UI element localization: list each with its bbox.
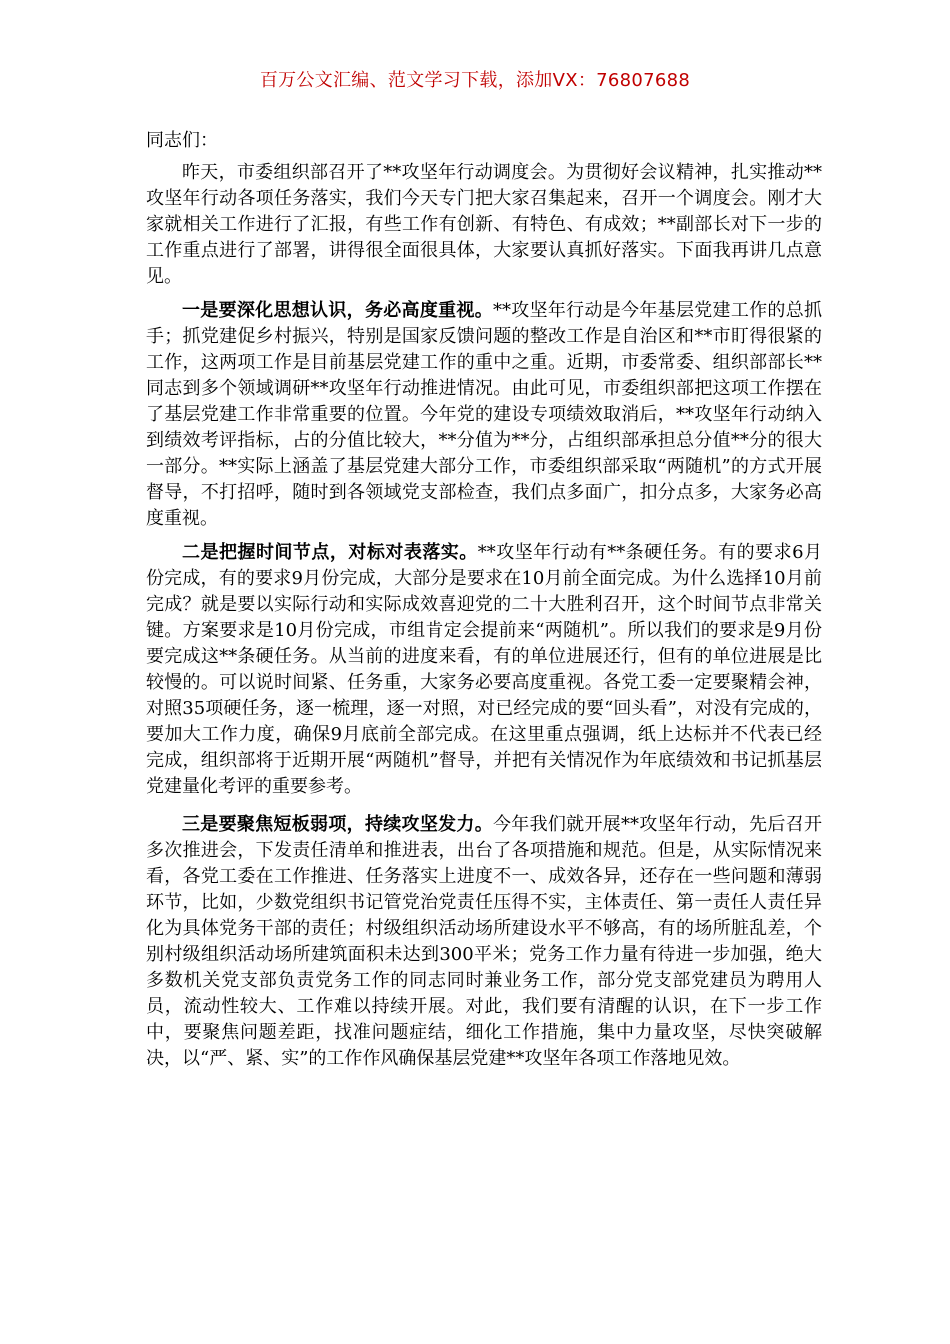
document-body: [146, 128, 822, 1080]
paragraph-lead: 一是要深化思想认识，务必高度重视。: [182, 300, 493, 321]
paragraph-point-three: [146, 812, 822, 1072]
paragraph-point-one: [146, 298, 822, 532]
paragraph-lead: 二是把握时间节点，对标对表落实。: [182, 542, 478, 563]
paragraph-text: 昨天，市委组织部召开了**攻坚年行动调度会。为贯彻好会议精神，扎实推动**攻坚年行动各项任务落实，我们今天专门把大家召集起来，召开一个调度会。刚才大家就相关工作进行了汇报，有些工作有创新、有特色、有成效；**副部长对下一步的工作重点进行了部署，讲得很全面很具体，大家要认真抓好落实。下面我再讲几点意见。: [146, 162, 822, 287]
paragraph-point-two: [146, 540, 822, 800]
salutation: 同志们：: [146, 130, 218, 151]
paragraph-text: 今年我们就开展**攻坚年行动，先后召开多次推进会，下发责任清单和推进表，出台了各项措施和规范。但是，从实际情况来看，各党工委在工作推进、任务落实上进度不一、成效各异，还存在一些问题和薄弱环节，比如，少数党组织书记管党治党责任压得不实，主体责任、第一责任人责任异化为具体党务干部的责任；村级组织活动场所建设水平不够高，有的场所脏乱差，个别村级组织活动场所建筑面积未达到300平米；党务工作力量有待进一步加强，绝大多数机关党支部负责党务工作的同志同时兼业务工作，部分党支部党建员为聘用人员，流动性较大、工作难以持续开展。对此，我们要有清醒的认识，在下一步工作中，要聚焦问题差距，找准问题症结，细化工作措施，集中力量攻坚，尽快突破解决，以“严、紧、实”的工作作风确保基层党建**攻坚年各项工作落地见效。: [146, 814, 822, 1069]
paragraph-opening: [146, 160, 822, 290]
download-banner: 百万公文汇编、范文学习下载，添加VX：76807688: [259, 70, 691, 91]
paragraph-text: **攻坚年行动是今年基层党建工作的总抓手；抓党建促乡村振兴，特别是国家反馈问题的整改工作是自治区和**市盯得很紧的工作，这两项工作是目前基层党建工作的重中之重。近期，市委常委、组织部部长**同志到多个领域调研**攻坚年行动推进情况。由此可见，市委组织部把这项工作摆在了基层党建工作非常重要的位置。今年党的建设专项绩效取消后，**攻坚年行动纳入到绩效考评指标，占的分值比较大，**分值为**分，占组织部承担总分值**分的很大一部分。**实际上涵盖了基层党建大部分工作，市委组织部采取“两随机”的方式开展督导，不打招呼，随时到各领域党支部检查，我们点多面广，扣分点多，大家务必高度重视。: [146, 300, 822, 529]
paragraph-text: **攻坚年行动有**条硬任务。有的要求6月份完成，有的要求9月份完成，大部分是要求在10月前全面完成。为什么选择10月前完成？就是要以实际行动和实际成效喜迎党的二十大胜利召开，这个时间节点非常关键。方案要求是10月份完成，市组肯定会提前来“两随机”。所以我们的要求是9月份要完成这**条硬任务。从当前的进度来看，有的单位进展还行，但有的单位进展是比较慢的。可以说时间紧、任务重，大家务必要高度重视。各党工委一定要聚精会神，对照35项硬任务，逐一梳理，逐一对照，对已经完成的要“回头看”，对没有完成的，要加大工作力度，确保9月底前全部完成。在这里重点强调，纸上达标并不代表已经完成，组织部将于近期开展“两随机”督导，并把有关情况作为年底绩效和书记抓基层党建量化考评的重要参考。: [146, 542, 823, 797]
paragraph-lead: 三是要聚焦短板弱项，持续攻坚发力。: [182, 814, 493, 835]
